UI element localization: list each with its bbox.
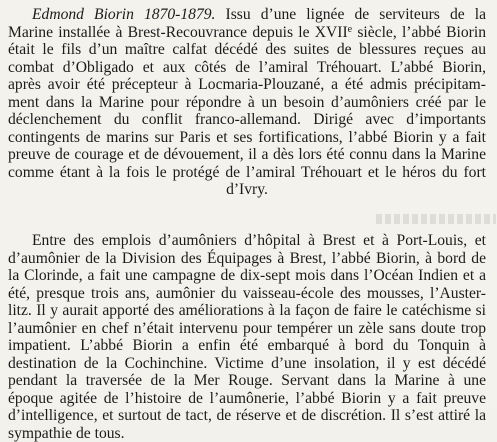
text-line: destination de la Cochinchine. Victime d’une insolation, il y est décédé	[8, 355, 486, 373]
text-line: comme étant à la fois le protégé de l’amiral Tréhouart et le héros du fort	[8, 164, 486, 182]
biography-heading-name: Edmond Biorin 1870-1879.	[32, 6, 215, 23]
text-span: siècle, l’abbé Biorin	[352, 24, 486, 41]
text-line: était le fils d’un maître calfat décédé des suites de blessures reçues au	[8, 41, 486, 59]
paragraph-biorin-origins	[8, 6, 486, 199]
text-span: Issu d’une lignée de serviteurs de la	[215, 6, 486, 23]
text-line: la Clorinde, a fait une campagne de dix-sept mois dans l’Océan Indien et a	[8, 267, 486, 285]
text-line: contingents de marins sur Paris et ses fortifications, l’abbé Biorin y a fait	[8, 129, 486, 147]
text-line	[8, 24, 486, 42]
text-line: combat d’Obligado et aux côtés de l’amiral Tréhouart. L’abbé Biorin,	[8, 59, 486, 77]
text-line: d’Ivry.	[8, 181, 486, 199]
text-line: d’intelligence, et surtout de tact, de réserve et de discrétion. Il s’est attiré la	[8, 407, 486, 425]
text-line: déclenchement du conflit franco-allemand. Dirigé avec d’importants	[8, 111, 486, 129]
text-line: pendant la traversée de la Mer Rouge. Servant dans la Marine à une	[8, 372, 486, 390]
superscript-century: e	[348, 24, 352, 35]
text-span: Marine installée à Brest-Recouvrance depuis le XVII	[8, 24, 348, 41]
text-line: ment dans la Marine pour répondre à un besoin d’aumôniers créé par le	[8, 94, 486, 112]
text-line: preuve de courage et de dévouement, il a dès lors été connu dans la Marine	[8, 146, 486, 164]
text-line: l’aumônier en chef n’était intervenu pour tempérer un zèle sans doute trop	[8, 320, 486, 338]
text-line: époque agitée de l’histoire de l’aumônerie, l’abbé Biorin y a fait preuve	[8, 390, 486, 408]
text-line: impatient. L’abbé Biorin a enfin été embarqué à bord du Tonquin à	[8, 337, 486, 355]
paragraph-biorin-career	[8, 232, 486, 442]
cropped-previous-line	[0, 0, 497, 2]
text-line: litz. Il y aurait apporté des améliorations à la façon de faire le catéchisme si	[8, 302, 486, 320]
text-line: Entre des emplois d’aumôniers d’hôpital à Brest et à Port-Louis, et	[8, 232, 486, 250]
text-line: d’aumônier de la Division des Équipages à Brest, l’abbé Biorin, à bord de	[8, 250, 486, 268]
show-through-text	[376, 214, 496, 224]
text-line: été, presque trois ans, aumônier du vaisseau-école des mousses, l’Auster-	[8, 285, 486, 303]
text-line: après avoir été précepteur à Locmaria-Plouzané, a été admis précipitam-	[8, 76, 486, 94]
text-line	[8, 6, 486, 24]
text-line: sympathie de tous.	[8, 425, 486, 442]
